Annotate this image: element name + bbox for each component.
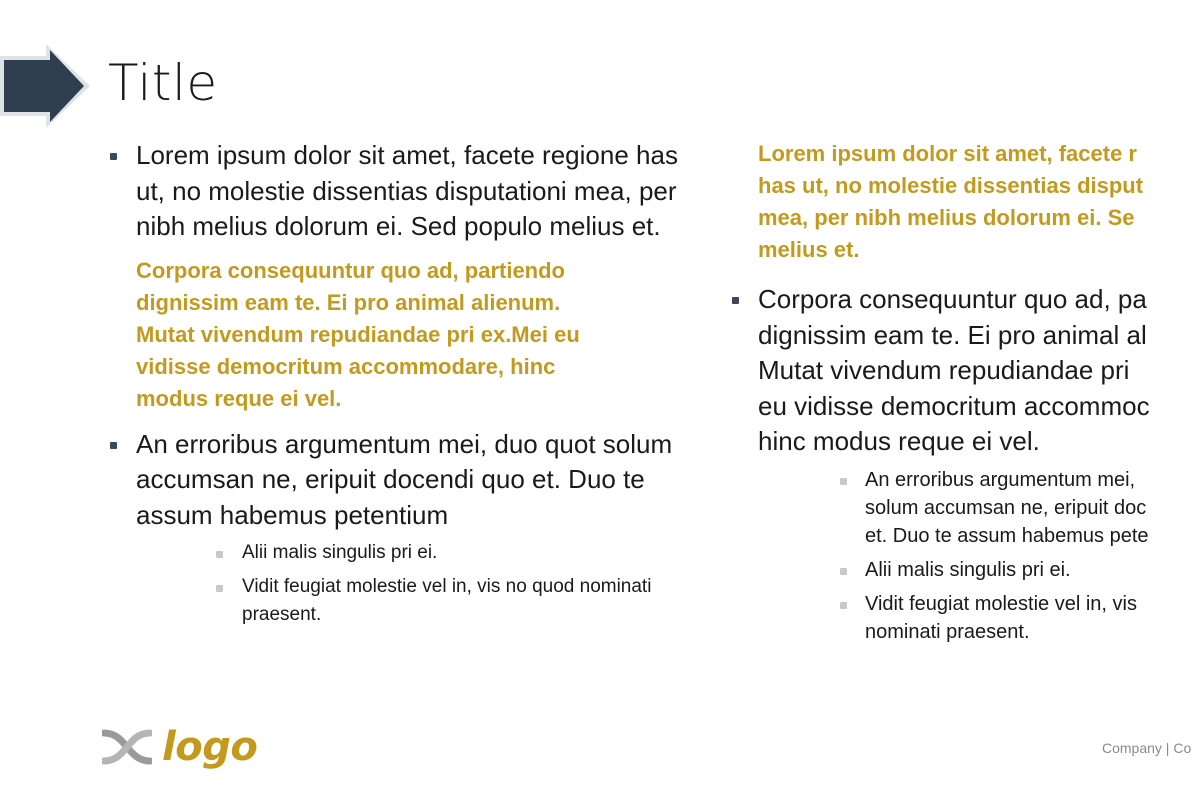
sub-bullet-text: Vidit feugiat molestie vel in, vis no quod nominati praesent. [242,576,652,625]
sub-bullet-item [108,539,688,567]
highlight-line: Corpora consequuntur quo ad, partiendo [136,257,565,283]
sub-bullet-text: Alii malis singulis pri ei. [242,542,438,563]
bullet-item [108,138,688,245]
left-column [108,138,688,629]
sub-bullet-icon [840,568,847,575]
sub-bullet-icon [840,602,847,609]
highlight-line: mea, per nibh melius dolorum ei. Se [758,205,1135,230]
sub-bullet-line: An erroribus argumentum mei, [865,468,1136,491]
bullet-line: Corpora consequuntur quo ad, pa [758,284,1147,314]
bullet-icon [732,297,739,304]
bullet-line: eu vidisse democritum accommoc [758,390,1150,421]
footer-company: Company | Co [1102,740,1192,756]
bullet-item [730,282,1200,460]
bullet-line: dignissim eam te. Ei pro animal al [758,319,1147,350]
logo-text: logo [162,724,258,770]
sub-bullet-item [108,573,688,629]
bullet-text: An erroribus argumentum mei, duo quot solum accumsan ne, eripuit docendi quo et. Duo te assum habemus petentium [136,428,673,530]
bullet-icon [110,153,117,160]
bullet-text: Lorem ipsum dolor sit amet, facete regione has ut, no molestie dissentias disputationi mea, per nibh melius dolorum ei. Sed populo melius et. [136,140,678,241]
sub-bullet-line: Alii malis singulis pri ei. [865,558,1071,581]
title-arrow-icon [0,44,92,128]
sub-bullet-icon [216,551,223,558]
sub-bullet-item [730,466,1200,550]
highlight-line: Mutat vivendum repudiandae pri ex.Mei eu [136,321,580,347]
sub-bullet-line: et. Duo te assum habemus pete [865,524,1149,547]
sub-bullet-line: Vidit feugiat molestie vel in, vis [865,592,1137,615]
sub-bullet-line: nominati praesent. [865,620,1030,643]
bullet-line: Mutat vivendum repudiandae pri [758,355,1130,385]
slide-title: Title [108,54,218,112]
sub-bullet-icon [840,478,847,485]
x-swoosh-icon [102,727,152,767]
highlight-line: has ut, no molestie dissentias disput [758,173,1144,198]
highlight-line: dignissim eam te. Ei pro animal alienum. [136,289,561,315]
logo [102,724,257,770]
highlight-line: modus reque ei vel. [136,385,342,411]
bullet-icon [110,442,117,449]
sub-bullet-icon [216,585,223,592]
highlight-paragraph [758,138,1200,266]
highlight-paragraph [136,255,688,415]
sub-bullet-item [730,556,1200,584]
highlight-line: Lorem ipsum dolor sit amet, facete r [758,141,1137,166]
highlight-line: melius et. [758,237,860,262]
highlight-line: vidisse democritum accommodare, hinc [136,353,556,379]
sub-bullet-item [730,590,1200,646]
bullet-line: hinc modus reque ei vel. [758,426,1040,456]
sub-bullet-line: solum accumsan ne, eripuit doc [865,496,1147,519]
bullet-item [108,427,688,534]
right-column [730,138,1200,678]
